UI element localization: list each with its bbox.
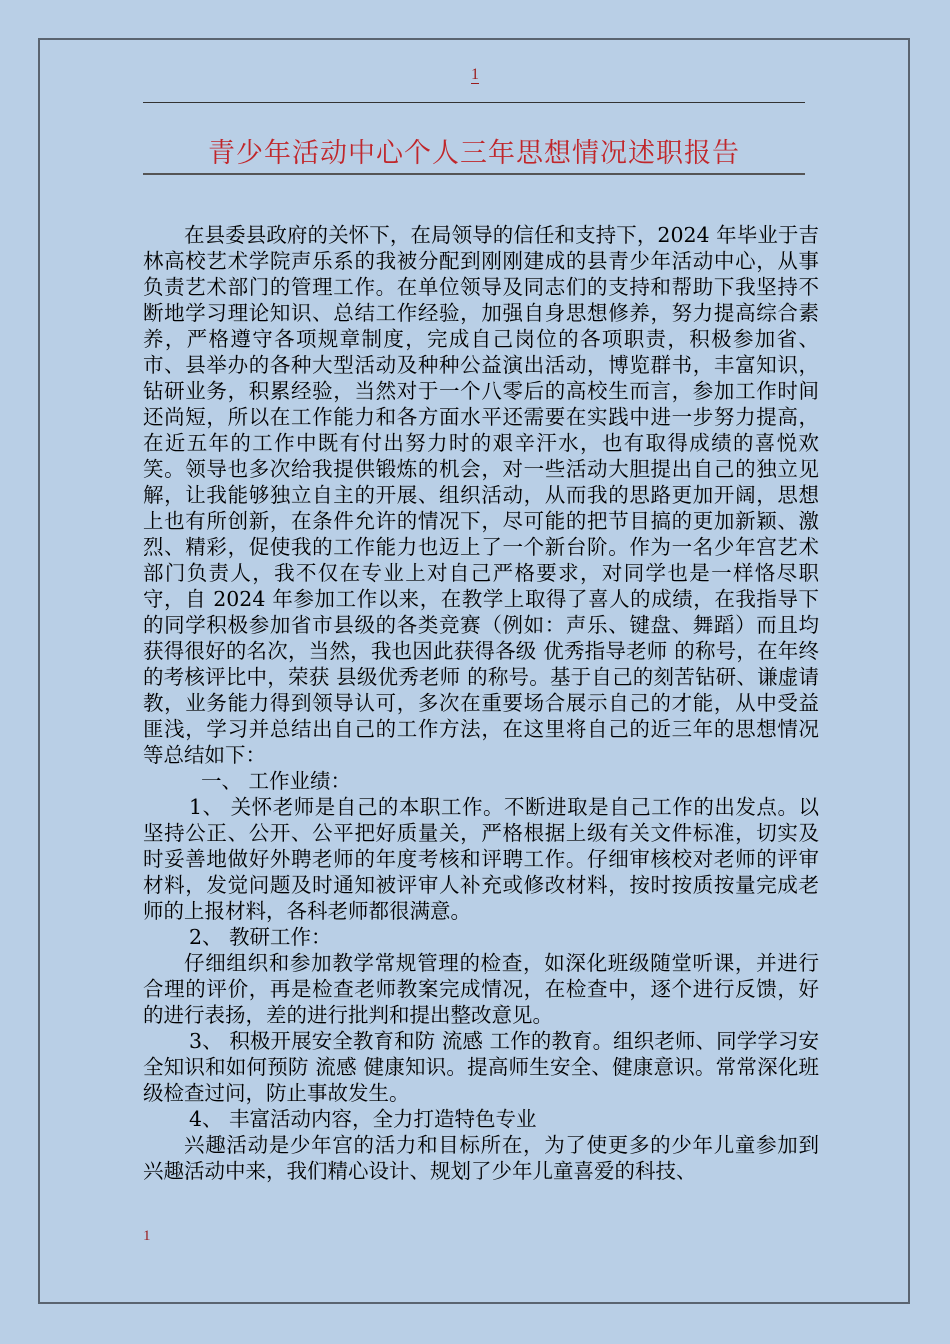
- item-2-paragraph: 仔细组织和参加教学常规管理的检查，如深化班级随堂听课，并进行合理的评价，再是检查老师教案完成情况，在检查中，逐个进行反馈，好的进行表扬，差的进行批判和提出整改意见。: [143, 951, 819, 1027]
- document-title: 青少年活动中心个人三年思想情况述职报告: [208, 138, 740, 169]
- intro-paragraph: 在县委县政府的关怀下，在局领导的信任和支持下，2024 年毕业于吉林高校艺术学院声乐系的我被分配到刚刚建成的县青少年活动中心，从事负责艺术部门的管理工作。在单位领导及同志们的支持和帮助下我坚持不断地学习理论知识、总结工作经验，加强自身思想修养，努力提高综合素养，严格遵守各项规章制度，完成自己岗位的各项职责，积极参加省、市、县举办的各种大型活动及种种公益演出活动，博览群书，丰富知识，钻研业务，积累经验，当然对于一个八零后的高校生而言，参加工作时间还尚短，所以在工作能力和各方面水平还需要在实践中进一步努力提高，在近五年的工作中既有付出努力时的艰辛汗水，也有取得成绩的喜悦欢笑。领导也多次给我提供锻炼的机会，对一些活动大胆提出自己的独立见解，让我能够独立自主的开展、组织活动，从而我的思路更加开阔，思想上也有所创新，在条件允许的情况下，尽可能的把节目搞的更加新颖、激烈、精彩，促使我的工作能力也迈上了一个新台阶。作为一名少年宫艺术部门负责人，我不仅在专业上对自己严格要求，对同学也是一样恪尽职守，自 2024 年参加工作以来，在教学上取得了喜人的成绩，在我指导下的同学积极参加省市县级的各类竞赛（例如：声乐、键盘、舞蹈）而且均获得很好的名次，当然，我也因此获得各级 优秀指导老师 的称号，在年终的考核评比中，荣获 县级优秀老师 的称号。基于自己的刻苦钻研、谦虚请教，业务能力得到领导认可，多次在重要场合展示自己的才能，从中受益匪浅，学习并总结出自己的工作方法，在这里将自己的近三年的思想情况等总结如下：: [143, 223, 819, 767]
- footer-page-number: 1: [143, 1228, 151, 1244]
- title-rule: [143, 173, 805, 175]
- item-2-heading: 2、 教研工作：: [189, 925, 332, 949]
- header-rule: [143, 102, 805, 103]
- item-4-heading: 4、 丰富活动内容，全力打造特色专业: [189, 1107, 537, 1131]
- header-page-number: 1: [471, 66, 479, 83]
- item-1-paragraph: 1、 关怀老师是自己的本职工作。不断进取是自己工作的出发点。以坚持公正、公开、公平把好质量关，严格根据上级有关文件标准，切实及时妥善地做好外聘老师的年度考核和评聘工作。仔细审核校对老师的评审材料，发觉问题及时通知被评审人补充或修改材料，按时按质按量完成老师的上报材料，各科老师都很满意。: [143, 795, 819, 923]
- document-body: [143, 222, 819, 1184]
- item-4-paragraph: 兴趣活动是少年宫的活力和目标所在，为了使更多的少年儿童参加到兴趣活动中来，我们精心设计、规划了少年儿童喜爱的科技、: [143, 1133, 819, 1183]
- item-3-paragraph: 3、 积极开展安全教育和防 流感 工作的教育。组织老师、同学学习安全知识和如何预防 流感 健康知识。提高师生安全、健康意识。常常深化班级检查过问，防止事故发生。: [143, 1029, 819, 1105]
- section-heading-work-results: 一、 工作业绩：: [201, 769, 352, 793]
